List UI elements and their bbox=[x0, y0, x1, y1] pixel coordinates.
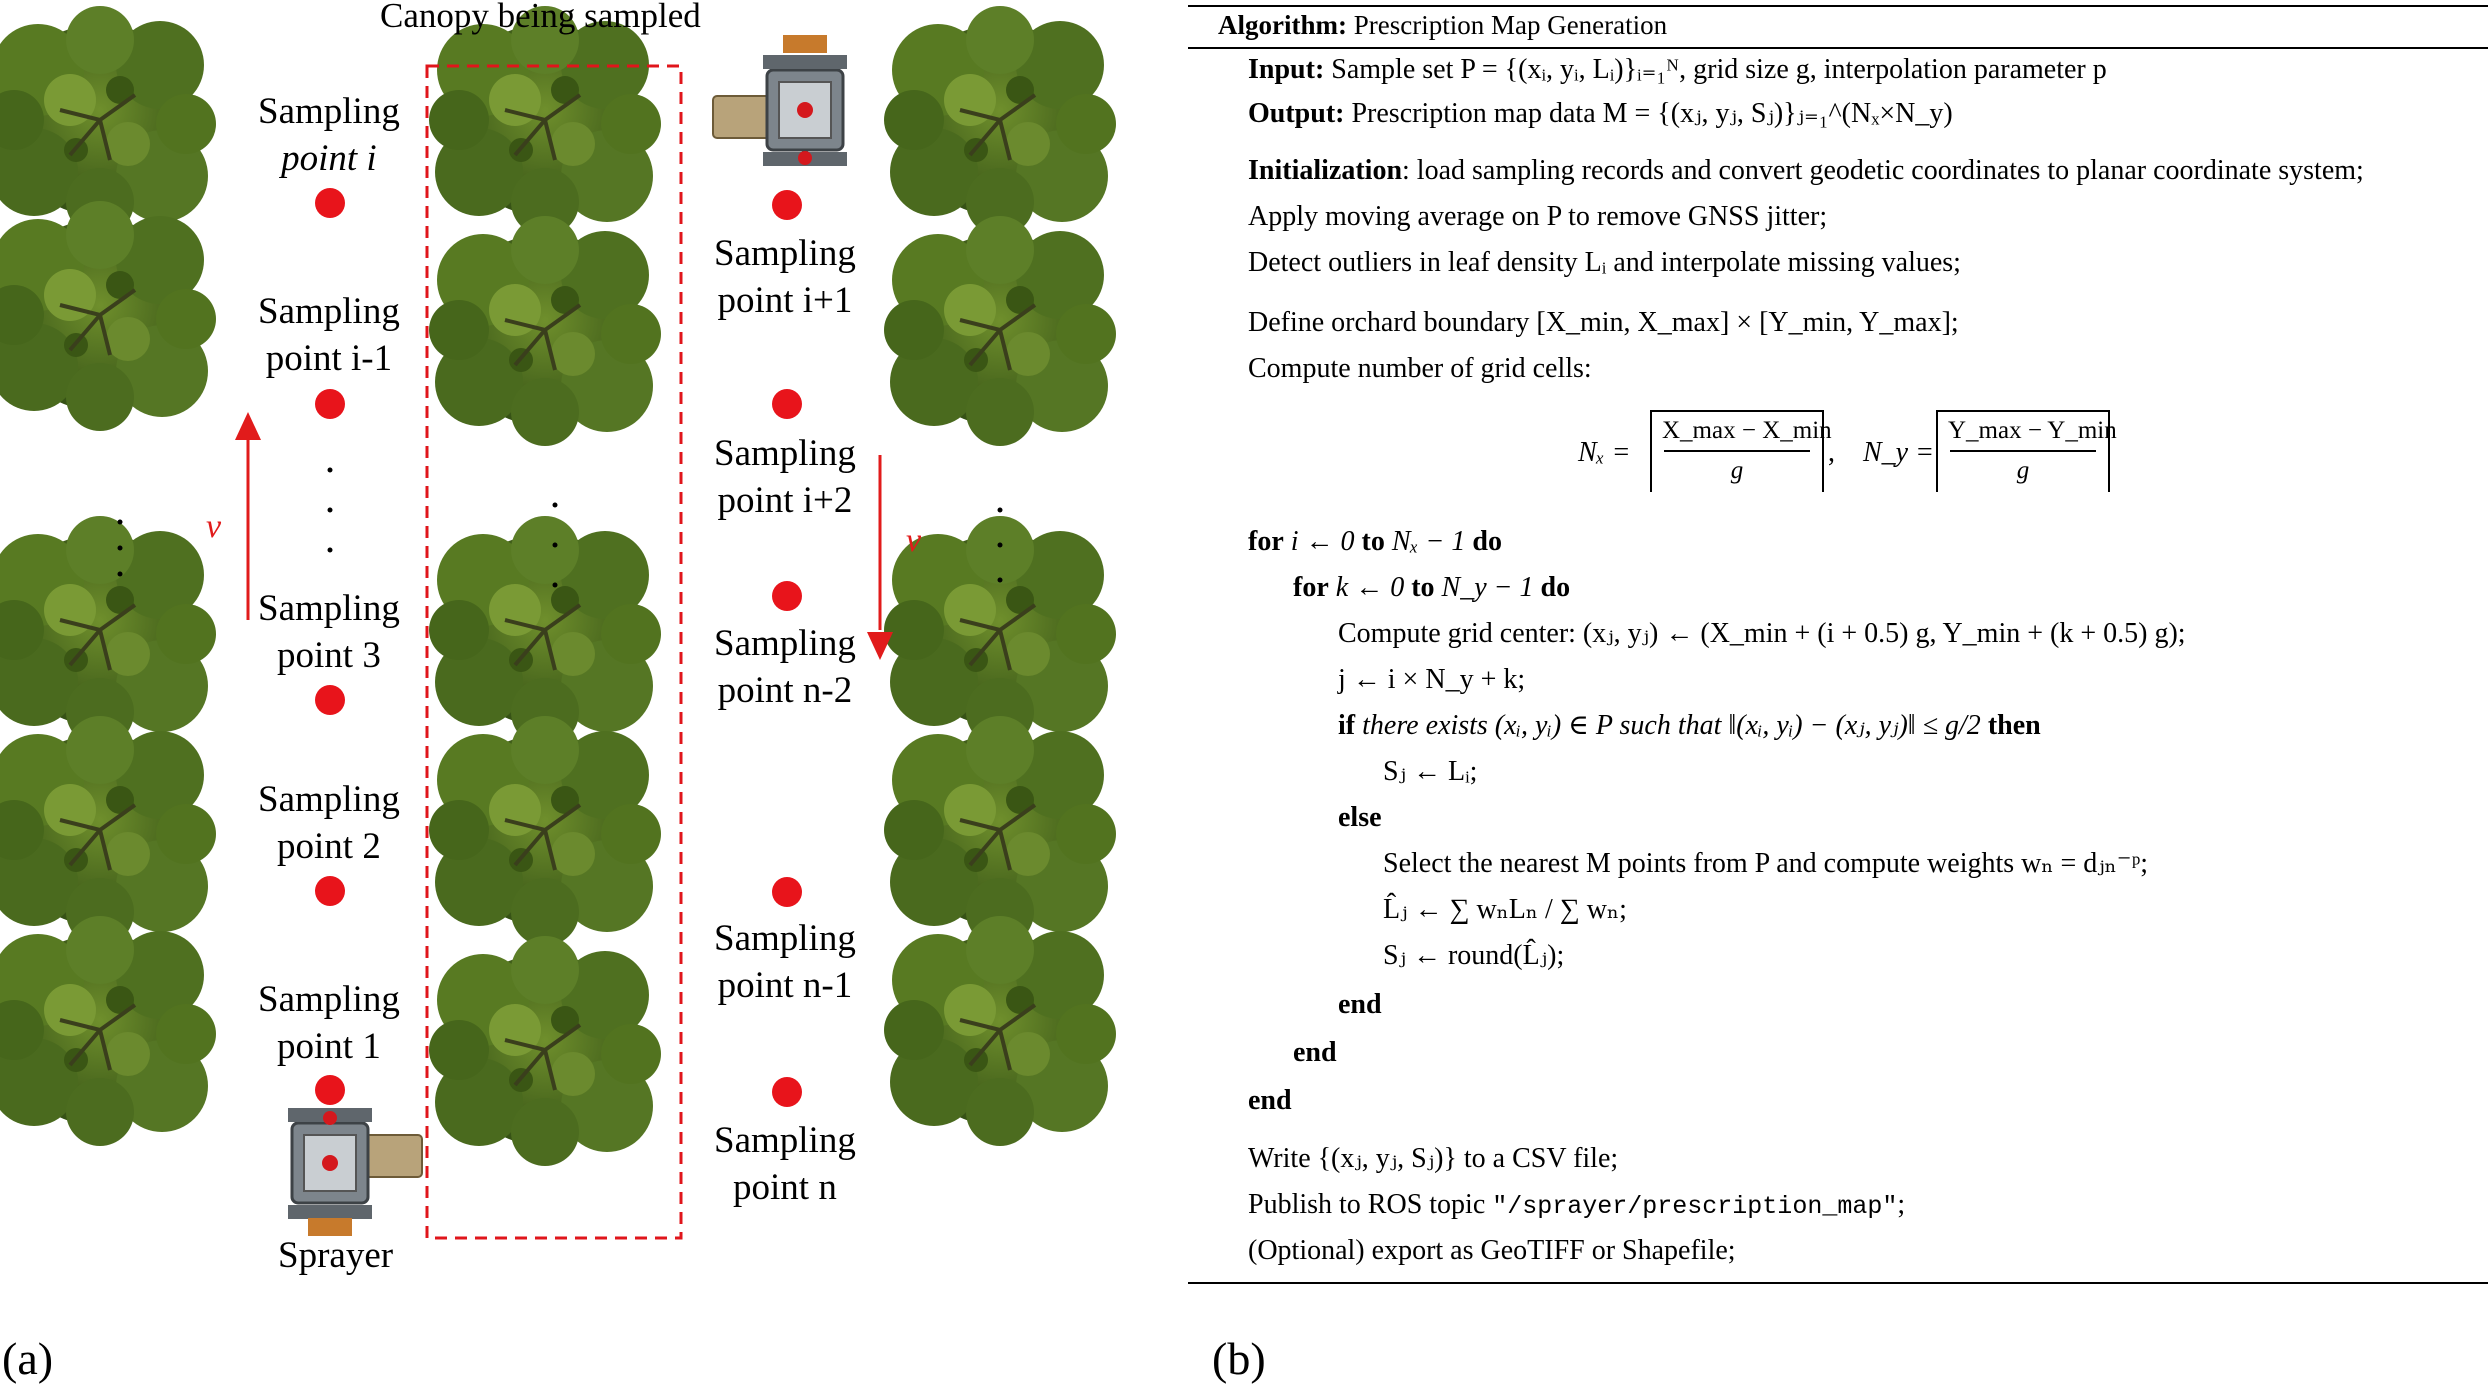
tree-right-2 bbox=[884, 216, 1116, 446]
panel-letter-a: (a) bbox=[2, 1333, 54, 1384]
end-for-i-line: end bbox=[1248, 1085, 1292, 1116]
end-if-line: end bbox=[1338, 989, 1382, 1020]
label-point-n-1: Sampling point n-1 bbox=[714, 918, 856, 1006]
label-point-n-2: Sampling point n-2 bbox=[714, 623, 856, 711]
tree-left-2 bbox=[0, 201, 216, 431]
algorithm-block bbox=[1188, 0, 2488, 1290]
label-point-3: Sampling point 3 bbox=[258, 588, 400, 676]
velocity-label-left: v bbox=[206, 508, 222, 545]
velocity-label-right: v bbox=[906, 522, 922, 559]
label-point-2: Sampling point 2 bbox=[258, 779, 400, 867]
moving-average-line: Apply moving average on P to remove GNSS jitter; bbox=[1248, 201, 1828, 232]
formula-ny-lhs: N_y = bbox=[1863, 437, 1934, 468]
outliers-line: Detect outliers in leaf density Lᵢ and interpolate missing values; bbox=[1248, 247, 1961, 278]
formula-nx-num: X_max − X_min bbox=[1662, 417, 1832, 444]
tree-right-4 bbox=[884, 716, 1116, 946]
label-point-n: Sampling point n bbox=[714, 1120, 856, 1208]
sampling-point-3 bbox=[315, 685, 345, 715]
tree-right-1 bbox=[884, 6, 1116, 236]
compute-cells-line: Compute number of grid cells: bbox=[1248, 353, 1592, 384]
assign-line: Sⱼ ← Lᵢ; bbox=[1383, 756, 1478, 787]
sprayer-bottom-icon bbox=[288, 1108, 422, 1236]
top-rule bbox=[1188, 5, 2488, 7]
sampling-point-2 bbox=[315, 876, 345, 906]
tree-middle-2 bbox=[429, 216, 661, 446]
input-line: Input: Sample set P = {(xᵢ, yᵢ, Lᵢ)}ᵢ₌₁ᴺ, grid size g, interpolation parameter p bbox=[1248, 54, 2107, 85]
velocity-arrowhead-up bbox=[235, 412, 261, 440]
formula-ny-num: Y_max − Y_min bbox=[1948, 417, 2117, 444]
label-point-1: Sampling point 1 bbox=[258, 979, 400, 1067]
header-rule bbox=[1188, 47, 2488, 49]
sampling-point-i-1 bbox=[315, 389, 345, 419]
output-line: Output: Prescription map data M = {(xⱼ, yⱼ, Sⱼ)}ⱼ₌₁^(Nₓ×N_y) bbox=[1248, 98, 1953, 129]
canopy-title: Canopy being sampled bbox=[380, 0, 701, 35]
write-csv-line: Write {(xⱼ, yⱼ, Sⱼ)} to a CSV file; bbox=[1248, 1143, 1619, 1174]
tree-left-5 bbox=[0, 916, 216, 1146]
grid-center-line: Compute grid center: (xⱼ, yⱼ) ← (X_min + (i + 0.5) g, Y_min + (k + 0.5) g); bbox=[1338, 618, 2186, 649]
sampling-point-i+1 bbox=[772, 190, 802, 220]
formula-separator: , bbox=[1828, 437, 1835, 468]
sprayer-label: Sprayer bbox=[278, 1235, 394, 1276]
sampling-point-i+2 bbox=[772, 389, 802, 419]
end-for-k-line: end bbox=[1293, 1037, 1337, 1068]
j-index-line: j ← i × N_y + k; bbox=[1338, 664, 1526, 695]
fraction-bar-nx bbox=[1664, 450, 1810, 452]
orchard-diagram bbox=[0, 0, 1190, 1390]
select-nearest-line: Select the nearest M points from P and compute weights wₙ = dⱼₙ⁻ᵖ; bbox=[1383, 848, 2149, 879]
tree-left-4 bbox=[0, 716, 216, 946]
label-point-i+2: Sampling point i+2 bbox=[714, 433, 856, 521]
init-line: Initialization: load sampling records and convert geodetic coordinates to planar coordinate system; bbox=[1248, 155, 2364, 186]
sampling-point-i bbox=[315, 188, 345, 218]
tree-left-3 bbox=[0, 516, 216, 746]
label-point-i+1: Sampling point i+1 bbox=[714, 233, 856, 321]
boundary-line: Define orchard boundary [X_min, X_max] × [Y_min, Y_max]; bbox=[1248, 307, 1959, 338]
for-k-line: for k ← 0 to N_y − 1 do bbox=[1293, 572, 1571, 603]
else-line: else bbox=[1338, 802, 1382, 833]
grid-cells-formula bbox=[1578, 408, 2178, 498]
label-point-i-1: Sampling point i-1 bbox=[258, 291, 400, 379]
sampling-point-1 bbox=[315, 1075, 345, 1105]
panel-letter-b: (b) bbox=[1212, 1333, 1266, 1384]
tree-middle-3 bbox=[429, 516, 661, 746]
fraction-bar-ny bbox=[1950, 450, 2096, 452]
sprayer-top-icon bbox=[713, 35, 847, 166]
tree-left-1 bbox=[0, 6, 216, 236]
label-point-i: Sampling point i bbox=[258, 91, 400, 179]
ellipsis-left-mid bbox=[328, 468, 333, 553]
bottom-rule bbox=[1188, 1282, 2488, 1284]
round-line: Sⱼ ← round(L̂ⱼ); bbox=[1383, 940, 1565, 971]
sampling-point-n-2 bbox=[772, 581, 802, 611]
tree-middle-1 bbox=[429, 6, 661, 236]
algorithm-header: Algorithm: Prescription Map Generation bbox=[1218, 10, 1668, 40]
optional-export-line: (Optional) export as GeoTIFF or Shapefile; bbox=[1248, 1235, 1736, 1266]
publish-line: Publish to ROS topic "/sprayer/prescription_map"; bbox=[1248, 1189, 1906, 1221]
tree-middle-4 bbox=[429, 716, 661, 946]
tree-middle-5 bbox=[429, 936, 661, 1166]
sampling-point-n bbox=[772, 1077, 802, 1107]
formula-ny-den: g bbox=[2016, 457, 2030, 484]
tree-right-5 bbox=[884, 916, 1116, 1146]
formula-nx-lhs: Nₓ = bbox=[1578, 437, 1631, 468]
weighted-average-line: L̂ⱼ ← ∑ wₙLₙ / ∑ wₙ; bbox=[1383, 894, 1627, 925]
sampling-point-n-1 bbox=[772, 877, 802, 907]
formula-nx-den: g bbox=[1730, 457, 1744, 484]
if-line: if there exists (xᵢ, yᵢ) ∈ P such that ‖(xᵢ, yᵢ) − (xⱼ, yⱼ)‖ ≤ g/2 then bbox=[1338, 710, 2041, 741]
for-i-line: for i ← 0 to Nₓ − 1 do bbox=[1248, 526, 1502, 557]
